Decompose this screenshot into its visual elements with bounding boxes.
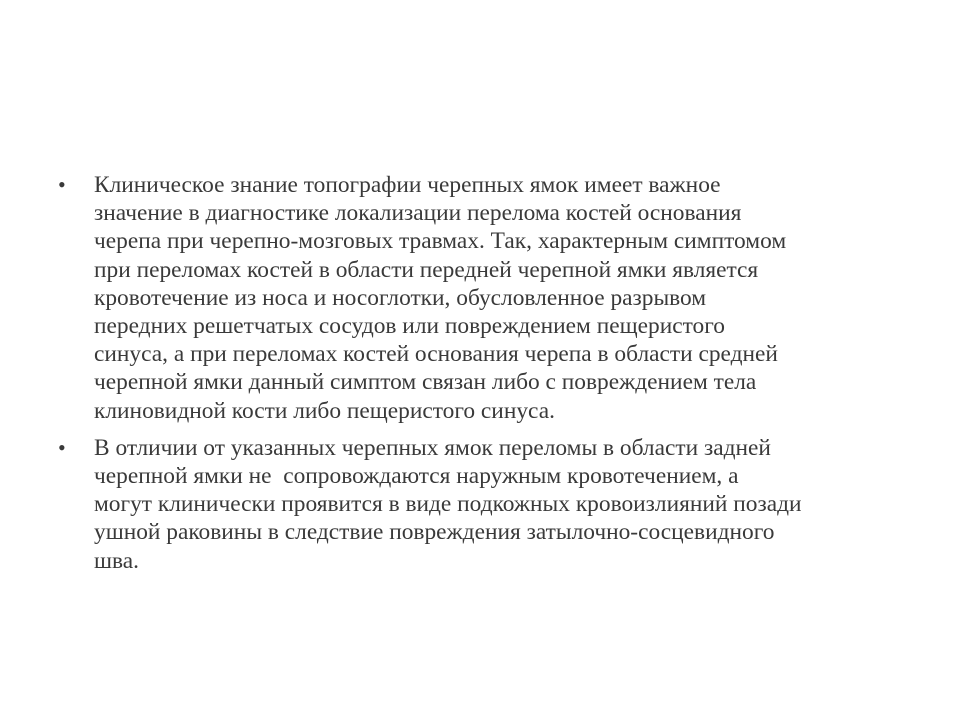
bullet-item-1 [58, 171, 920, 425]
text-line: Клиническое знание топографии черепных ямок имеет важное [94, 172, 721, 198]
text-line: шва. [94, 547, 139, 574]
bullet-text-2 [94, 434, 920, 575]
text-line: черепной ямки данный симптом связан либо с повреждением тела [94, 369, 757, 396]
text-line: синуса, а при переломах костей основания черепа в области средней [94, 341, 778, 368]
text-line: могут клинически проявится в виде подкожных кровоизлияний позади [94, 491, 802, 518]
text-line: клиновидной кости либо пещеристого синуса. [94, 397, 555, 424]
text-line: ушной раковины в следствие повреждения затылочно-сосцевидного [94, 519, 775, 546]
text-line: передних решетчатых сосудов или повреждением пещеристого [94, 313, 725, 340]
bullet-icon: • [58, 172, 66, 197]
bullet-icon: • [58, 434, 66, 460]
text-line: значение в диагностике локализации перелома костей основания [94, 200, 742, 227]
bullet-list [58, 171, 920, 584]
text-line: черепа при черепно-мозговых травмах. Так, характерным симптомом [94, 228, 787, 255]
bullet-item-2 [58, 434, 920, 575]
bullet-text-1 [94, 171, 920, 425]
text-line: В отличии от указанных черепных ямок переломы в области задней [94, 434, 771, 461]
text-line: при переломах костей в области передней черепной ямки является [94, 256, 759, 283]
text-line: кровотечение из носа и носоглотки, обусловленное разрывом [94, 284, 707, 311]
text-line: черепной ямки не сопровождаются наружным кровотечением, а [94, 463, 739, 490]
